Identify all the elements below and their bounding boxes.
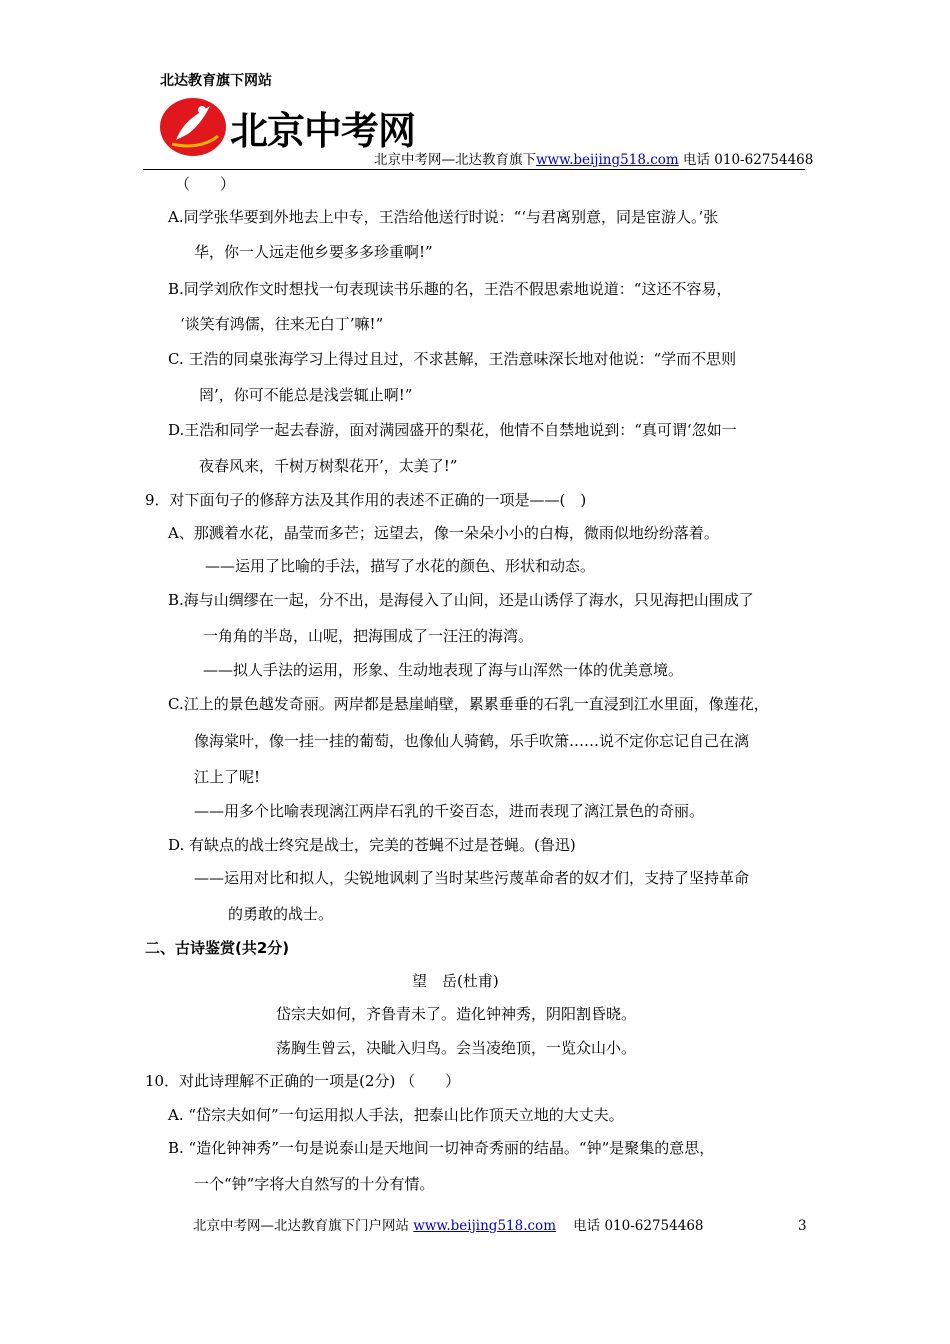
q10-stem: 10．对此诗理解不正确的一项是(2分) （ ） — [145, 1072, 461, 1090]
logo-title: 北京中考网 — [230, 109, 416, 153]
q9-option-d-comment-line2: 的勇敢的战士。 — [228, 905, 334, 923]
q9-stem: 9．对下面句子的修辞方法及其作用的表述不正确的一项是——( ) — [145, 491, 587, 509]
q8-option-b-line1: B.同学刘欣作文时想找一句表现读书乐趣的名，王浩不假思索地说道：“这还不容易， — [168, 280, 732, 298]
section-heading-poetry: 二、古诗鉴赏(共2分) — [145, 939, 290, 957]
q8-option-a-line2: 华，你一人远走他乡要多多珍重啊!” — [194, 243, 433, 261]
logo-subtitle: 北达教育旗下网站 — [160, 73, 272, 89]
q9-option-c-line3: 江上了呢! — [194, 768, 261, 786]
q8-option-a-line1: A.同学张华要到外地去上中专，王浩给他送行时说：“‘与君离别意，同是宦游人。’张 — [168, 208, 719, 226]
q8-answer-bracket: （ ） — [175, 175, 236, 193]
q9-option-d-comment-line1: ——运用对比和拟人，尖锐地讽刺了当时某些污蔑革命者的奴才们，支持了坚持革命 — [194, 869, 750, 887]
q8-option-b-line2: ‘谈笑有鸿儒，往来无白丁’嘛!” — [180, 315, 384, 333]
q9-option-a-comment: ——运用了比喻的手法，描写了水花的颜色、形状和动态。 — [205, 557, 596, 575]
footer-prefix: 北京中考网—北达教育旗下门户网站 — [193, 1218, 409, 1234]
q9-option-c-line1: C.江上的景色越发奇丽。两岸都是悬崖峭壁，累累垂垂的石乳一直浸到江水里面，像莲花， — [168, 695, 769, 713]
q8-option-d-line1: D.王浩和同学一起去春游，面对满园盛开的梨花，他情不自禁地说到：“真可谓‘忽如一 — [168, 421, 737, 439]
header-info-prefix: 北京中考网—北达教育旗下 — [374, 152, 536, 168]
logo-emblem-icon — [158, 90, 228, 160]
header-url-link[interactable]: www.beijing518.com — [536, 152, 679, 168]
q9-option-d-line1: D. 有缺点的战士终究是战士，完美的苍蝇不过是苍蝇。(鲁迅) — [168, 836, 576, 854]
page-number: 3 — [798, 1218, 807, 1234]
q9-option-c-line2: 像海棠叶，像一挂一挂的葡萄，也像仙人骑鹤，乐手吹箫……说不定你忘记自己在漓 — [194, 732, 750, 750]
q9-option-b-line2: 一角角的半岛，山呢，把海围成了一汪汪的海湾。 — [203, 627, 534, 645]
q9-option-b-line1: B.海与山绸缪在一起，分不出，是海侵入了山间，还是山诱俘了海水，只见海把山围成了 — [168, 591, 754, 609]
q8-option-c-line2: 罔’，你可不能总是浅尝辄止啊!” — [199, 386, 413, 404]
header-divider — [143, 169, 805, 170]
q10-option-b-line2: 一个“钟”字将大自然写的十分有情。 — [194, 1175, 435, 1193]
q9-option-a-line1: A、那溅着水花，晶莹而多芒；远望去，像一朵朵小小的白梅，微雨似地纷纷落着。 — [168, 524, 719, 542]
poem-title: 望 岳(杜甫) — [412, 972, 499, 990]
poem-line-1: 岱宗夫如何，齐鲁青未了。造化钟神秀，阴阳割昏晓。 — [276, 1005, 637, 1023]
poem-line-2: 荡胸生曾云，决眦入归鸟。会当凌绝顶，一览众山小。 — [276, 1039, 637, 1057]
header-phone: 电话 010-62754468 — [683, 152, 814, 168]
q8-option-d-line2: 夜春风来，千树万树梨花开’，太美了!” — [199, 457, 458, 475]
footer — [193, 1216, 704, 1236]
q10-option-a: A. “岱宗夫如何”一句运用拟人手法，把泰山比作顶天立地的大丈夫。 — [168, 1106, 624, 1124]
header-info — [374, 150, 813, 170]
q8-option-c-line1: C. 王浩的同桌张海学习上得过且过，不求甚解，王浩意味深长地对他说：“学而不思则 — [168, 350, 737, 368]
q9-option-b-comment: ——拟人手法的运用，形象、生动地表现了海与山浑然一体的优美意境。 — [203, 661, 684, 679]
q10-option-b-line1: B. “造化钟神秀”一句是说泰山是天地间一切神奇秀丽的结晶。“钟”是聚集的意思， — [168, 1139, 715, 1157]
footer-url-link[interactable]: www.beijing518.com — [413, 1218, 556, 1234]
footer-phone: 电话 010-62754468 — [573, 1218, 704, 1234]
q9-option-c-comment: ——用多个比喻表现漓江两岸石乳的千姿百态，进而表现了漓江景色的奇丽。 — [194, 802, 705, 820]
